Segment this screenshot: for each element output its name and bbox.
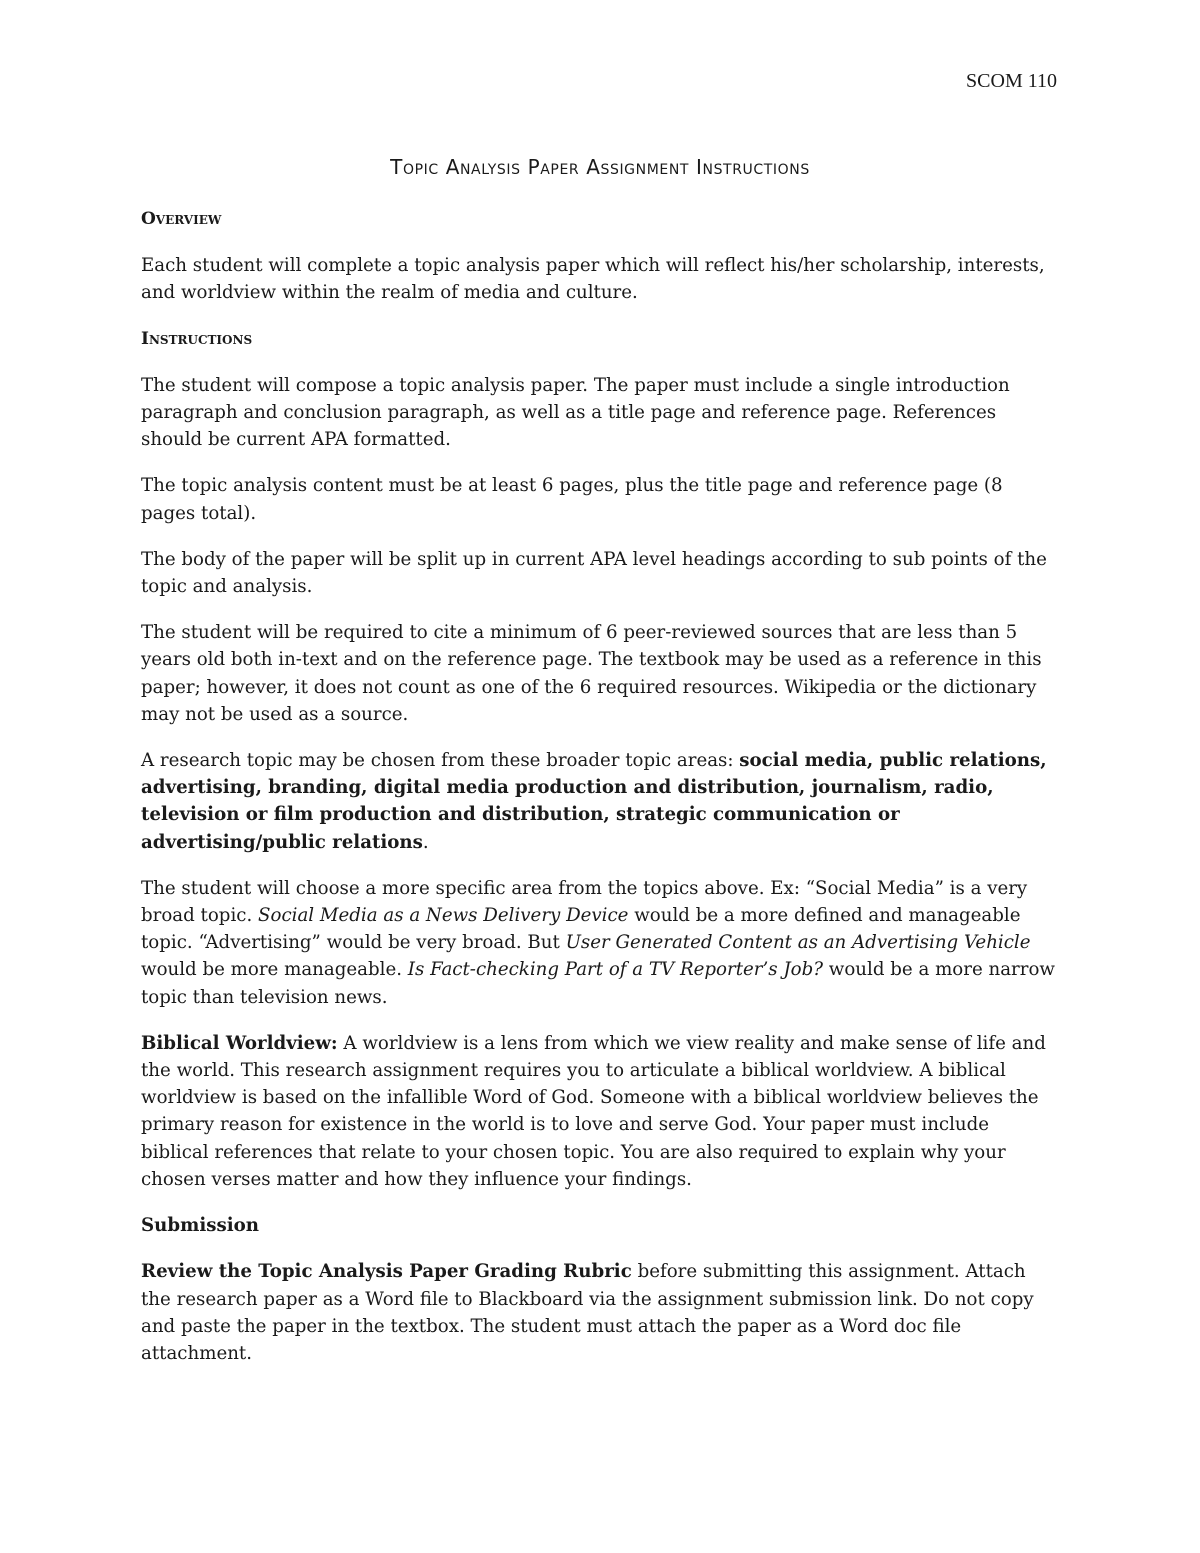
instructions-heading: Instructions	[141, 328, 253, 349]
biblical-worldview-label: Biblical Worldview:	[141, 1032, 338, 1054]
example-topic-social-media: Social Media as a News Delivery Device	[258, 905, 629, 927]
instructions-paragraph-3: The body of the paper will be split up in current APA level headings according to sub points of the topic and analysis.	[141, 548, 1047, 598]
overview-paragraph: Each student will complete a topic analysis paper which will reflect his/her scholarship, interests, and worldview within the realm of media and culture.	[141, 255, 1045, 304]
topic-examples-text-g: would be a more narrow topic than television news.	[141, 959, 1055, 1008]
rubric-reference: Review the Topic Analysis Paper Grading Rubric	[141, 1261, 632, 1283]
example-topic-ugc: User Generated Content as an Advertising Vehicle	[565, 932, 1031, 954]
topic-areas-paragraph	[141, 747, 1061, 856]
topic-areas-list: social media, public relations, advertising, branding, digital media production and distribution, journalism, radio, television or film production and distribution, strategic communication or advertising/public relations	[141, 750, 1047, 853]
biblical-worldview-text: A worldview is a lens from which we view reality and make sense of life and the world. This research assignment requires you to articulate a biblical worldview. A biblical worldview is based on the infallible Word of God. Someone with a biblical worldview believes the primary reason for existence in the world is to love and serve God. Your paper must include biblical references that relate to your chosen topic. You are also required to explain why your chosen verses matter and how they influence your findings.	[141, 1032, 1046, 1190]
topic-examples-paragraph	[141, 875, 1061, 1011]
submission-paragraph	[141, 1258, 1061, 1367]
topic-examples-text-e: would be more manageable.	[141, 959, 408, 981]
submission-text: before submitting this assignment. Attach the research paper as a Word file to Blackboard via the assignment submission link. Do not copy and paste the paper in the textbox. The student must attach the paper as a Word doc file attachment.	[141, 1261, 1034, 1364]
topic-areas-intro: A research topic may be chosen from these broader topic areas:	[141, 750, 740, 772]
document-title: Topic Analysis Paper Assignment Instructions	[390, 155, 810, 179]
biblical-worldview-paragraph	[141, 1030, 1061, 1193]
document-body	[141, 206, 1061, 1386]
example-topic-fact-checking: Is Fact-checking Part of a TV Reporter’s Job?	[407, 959, 823, 981]
instructions-paragraph-4: The student will be required to cite a minimum of 6 peer-reviewed sources that are less than 5 years old both in-text and on the reference page. The textbook may be used as a reference in this paper; however, it does not count as one of the 6 required resources. Wikipedia or the dictionary may not be used as a source.	[141, 622, 1042, 725]
overview-heading: Overview	[141, 209, 222, 229]
topic-examples-text-a: The student will choose a more specific area from the topics above. Ex: “Social Media” is a very broad topic.	[141, 877, 1028, 927]
topic-areas-end: .	[422, 831, 429, 853]
course-code-header: SCOM 110	[966, 70, 1057, 92]
topic-examples-text-c: would be a more defined and manageable topic. “Advertising” would be very broad. But	[141, 905, 1021, 954]
instructions-paragraph-2: The topic analysis content must be at least 6 pages, plus the title page and reference page (8 pages total).	[141, 475, 1003, 524]
submission-heading: Submission	[141, 1215, 259, 1237]
instructions-paragraph-1: The student will compose a topic analysis paper. The paper must include a single introduction paragraph and conclusion paragraph, as well as a title page and reference page. References should be current APA formatted.	[141, 374, 1010, 451]
